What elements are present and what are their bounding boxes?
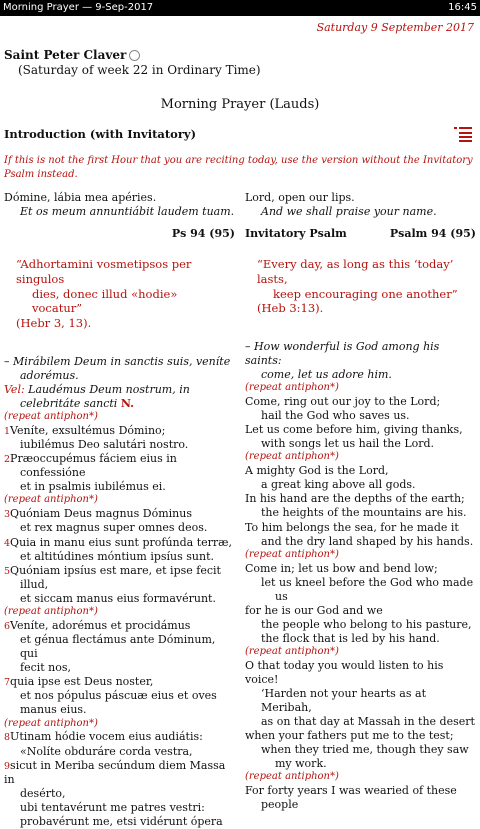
opening-columns	[4, 191, 476, 829]
saint-select-radio[interactable]	[129, 50, 140, 61]
saint-subtitle: (Saturday of week 22 in Ordinary Time)	[18, 63, 261, 77]
verse-line: the heights of the mountains are his.	[261, 506, 467, 520]
verse-num: 4	[4, 537, 11, 549]
status-time: 16:45	[448, 2, 477, 13]
repeat-antiphon: (repeat antiphon*)	[4, 606, 98, 618]
verse-line: desérto,	[20, 786, 66, 800]
verse-num: 1	[4, 425, 11, 437]
verse-num: 7	[4, 677, 11, 689]
verse-line: Let us come before him, giving thanks,	[245, 423, 463, 437]
verse-line: us	[275, 589, 288, 603]
verse-line: et rex magnus super omnes deos.	[20, 521, 208, 535]
antiphon-english-3: (Heb 3:13).	[257, 301, 324, 316]
latin-a2: adorémus.	[20, 368, 79, 382]
latin-column	[4, 191, 235, 829]
verse-line: Quóniam ipsíus est mare, et ipse fecit	[10, 563, 221, 577]
verse-line: the flock that is led by his hand.	[261, 631, 440, 645]
intro-header	[4, 126, 476, 142]
verse-line: my work.	[275, 757, 327, 771]
latin-v1: Laudémus Deum nostrum, in	[28, 382, 190, 396]
date-label: Saturday 9 September 2017	[316, 21, 474, 34]
verse-line: a great king above all gods.	[261, 478, 416, 492]
verse-line: quia ipse est Deus noster,	[10, 675, 154, 689]
verse-line: To him belongs the sea, for he made it	[245, 520, 459, 534]
status-title: Morning Prayer — 9-Sep-2017	[3, 2, 154, 13]
antiphon-english-2: keep encouraging one another”	[273, 286, 458, 301]
repeat-antiphon: (repeat antiphon*)	[245, 548, 339, 560]
verse-line: Veníte, exsultémus Dómino;	[10, 423, 166, 437]
verse-line: manus eius.	[20, 703, 87, 717]
verse-line: confessióne	[20, 466, 86, 480]
english-a1: – How wonderful is God among his saints:	[245, 340, 440, 368]
verse-line: For forty years I was wearied of these	[245, 784, 457, 798]
verse-line: et nos pópulus páscuæ eius et oves	[20, 689, 217, 703]
verse-line: fecit nos,	[20, 661, 72, 675]
hour-title: Morning Prayer (Lauds)	[160, 97, 320, 112]
saint-name: Saint Peter Claver	[4, 48, 127, 62]
status-bar	[0, 0, 480, 16]
english-column	[245, 191, 476, 829]
intro-heading: Introduction (with Invitatory)	[4, 127, 197, 141]
verse-line: for he is our God and we	[245, 603, 383, 617]
verse-num: 8	[4, 732, 11, 744]
verse-line: as on that day at Massah in the desert	[261, 715, 475, 729]
verse-line: O that today you would listen to his voice!	[245, 658, 444, 686]
verse-num: 3	[4, 509, 11, 521]
verse-line: iubilémus Deo salutári nostro.	[20, 438, 189, 452]
verse-line: et siccam manus eius formavérunt.	[20, 591, 216, 605]
latin-vN: N.	[120, 397, 134, 411]
verse-line: Utinam hódie vocem eius audiátis:	[10, 730, 203, 744]
verse-line: people	[261, 798, 299, 812]
verse-line: illud,	[20, 577, 49, 591]
psalm-header-latin	[4, 227, 235, 241]
verse-line: et in psalmis iubilémus ei.	[20, 480, 166, 494]
verse-line: A mighty God is the Lord,	[245, 464, 389, 478]
verse-num: 9	[4, 760, 11, 772]
verse-line: probavérunt me, etsi vidérunt ópera	[20, 814, 223, 828]
antiphon-latin-1: “Adhortamini vosmetipsos per singulos	[16, 257, 192, 286]
verse-line: when your fathers put me to the test;	[245, 729, 454, 743]
verse-line: et génua flectámus ante Dóminum, qui	[20, 633, 216, 661]
opening-latin-1: Dómine, lábia mea apéries.	[4, 191, 157, 204]
verse-line: et altitúdines móntium ipsíus sunt.	[20, 549, 215, 563]
verse-num: 2	[4, 454, 11, 466]
verse-line: Veníte, adorémus et procidámus	[10, 618, 191, 632]
verse-line: Quia in manu eius sunt profúnda terræ,	[10, 535, 233, 549]
verse-line: with songs let us hail the Lord.	[261, 437, 435, 451]
verse-line: ‘Harden not your hearts as at Meribah,	[261, 686, 426, 715]
latin-v2: celebritáte sancti	[20, 397, 118, 411]
antiphon-latin-3: (Hebr 3, 13).	[16, 316, 92, 331]
opening-english-2: And we shall praise your name.	[261, 205, 437, 219]
verse-line: «Nolíte obduráre corda vestra,	[20, 744, 193, 758]
verse-line: and the dry land shaped by his hands.	[261, 534, 474, 548]
english-a2: come, let us adore him.	[261, 368, 392, 382]
repeat-antiphon: (repeat antiphon*)	[4, 411, 98, 423]
repeat-antiphon: (repeat antiphon*)	[4, 717, 98, 729]
antiphon-latin	[4, 257, 235, 331]
psalm-header-english	[245, 227, 476, 241]
repeat-antiphon: (repeat antiphon*)	[245, 451, 339, 463]
verse-line: ubi tentavérunt me patres vestri:	[20, 800, 205, 814]
verse-num: 6	[4, 620, 11, 632]
antiphon-english	[245, 257, 476, 316]
verse-line: when they tried me, though they saw	[261, 743, 469, 757]
opening-latin-2: Et os meum annuntiábit laudem tuam.	[20, 205, 235, 219]
psalm-ref-latin: Ps 94 (95)	[171, 227, 235, 241]
verse-num: 5	[4, 565, 11, 577]
antiphon-english-1: “Every day, as long as this ‘today’ lasts,	[257, 257, 454, 286]
verse-line: the people who belong to his pasture,	[261, 617, 472, 631]
verse-line: Come, ring out our joy to the Lord;	[245, 395, 441, 409]
verse-line: In his hand are the depths of the earth;	[245, 492, 465, 506]
invitatory-label: Invitatory Psalm	[245, 227, 347, 241]
verse-line: Quóniam Deus magnus Dóminus	[10, 507, 192, 521]
psalm-ref-english: Psalm 94 (95)	[389, 227, 476, 241]
antiphon-latin-2: dies, donec illud «hodie» vocatur”	[32, 286, 178, 316]
saint-row	[4, 48, 476, 62]
repeat-antiphon: (repeat antiphon*)	[245, 771, 339, 783]
verse-line: let us kneel before the God who made	[261, 575, 474, 589]
vel-label: Vel:	[4, 382, 25, 396]
instruction-note: If this is not the first Hour that you are reciting today, use the version without the Invitatory Psalm instead.	[4, 155, 473, 180]
repeat-antiphon: (repeat antiphon*)	[245, 382, 339, 394]
repeat-antiphon: (repeat antiphon*)	[245, 645, 339, 657]
repeat-antiphon: (repeat antiphon*)	[4, 494, 98, 506]
list-menu-icon[interactable]	[454, 126, 472, 142]
verse-line: sicut in Meriba secúndum diem Massa in	[4, 758, 226, 786]
verse-line: Come in; let us bow and bend low;	[245, 561, 438, 575]
prayer-page	[0, 16, 480, 829]
verse-line: Præoccupémus fáciem eius in	[10, 452, 177, 466]
verse-line: hail the God who saves us.	[261, 409, 410, 423]
latin-a1: – Mirábilem Deum in sanctis suis, veníte	[4, 354, 231, 368]
opening-english-1: Lord, open our lips.	[245, 191, 355, 204]
